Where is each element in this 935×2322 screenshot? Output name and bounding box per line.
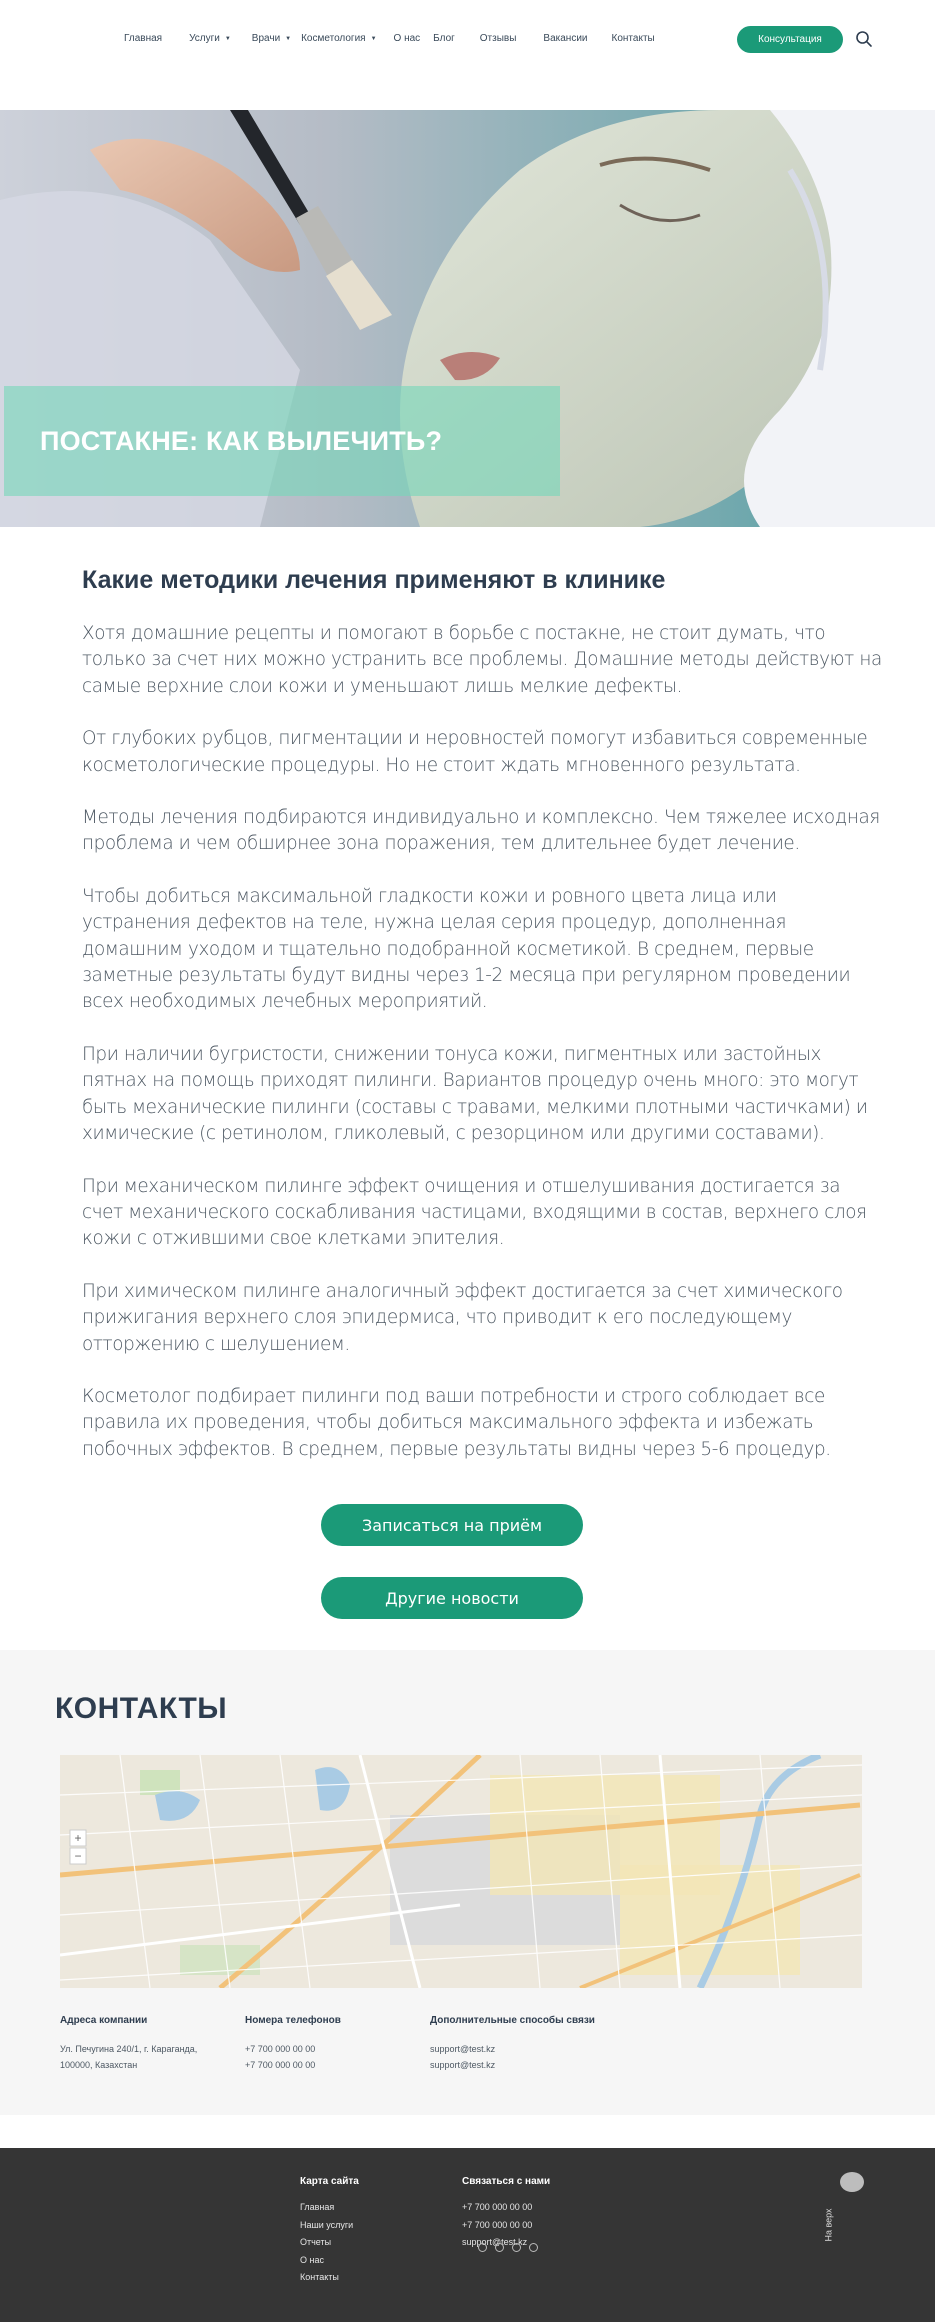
scroll-to-top-label[interactable]: На верх	[823, 2208, 834, 2242]
article-paragraph: Косметолог подбирает пилинги под ваши потребности и строго соблюдает все правила их проведения, чтобы добиться максимального эффекта и избежать побочных эффектов. В среднем, первые результаты видны через 5-6 процедур.	[82, 1385, 831, 1460]
hero-title-band	[4, 386, 560, 496]
search-icon[interactable]	[855, 30, 873, 48]
map-view	[60, 1755, 862, 1988]
nav-item-vacancies[interactable]: Вакансии	[543, 33, 588, 44]
book-appointment-button[interactable]: Записаться на приём	[321, 1504, 583, 1546]
caret-down-icon: ▼	[224, 35, 231, 42]
other-contacts-heading: Дополнительные способы связи	[430, 2015, 595, 2026]
contacts-title: КОНТАКТЫ	[55, 1692, 228, 1725]
phone-link[interactable]: +7 700 000 00 00	[245, 2060, 316, 2070]
article	[82, 566, 882, 1489]
article-paragraph: При химическом пилинге аналогичный эффект достигается за счет химического прижигания верхнего слоя эпидермиса, что приводит к его последующему отторжению с шелушением.	[82, 1280, 843, 1355]
address-column	[60, 2015, 197, 2073]
consultation-button[interactable]: Консультация	[737, 26, 843, 53]
footer-phone-link[interactable]: +7 700 000 00 00	[462, 2202, 533, 2212]
article-paragraph: Хотя домашние рецепты и помогают в борьбе с постакне, не стоит думать, что только за счет них можно устранить все проблемы. Домашние методы действуют на самые верхние слои кожи и уменьшают лишь мелкие дефекты.	[82, 623, 882, 697]
email-link[interactable]: support@test.kz	[430, 2060, 496, 2070]
article-paragraph: От глубоких рубцов, пигментации и неровностей помогут избавиться современные косметологические процедуры. Но не стоит ждать мгновенного результата.	[82, 728, 868, 776]
hero-banner	[0, 110, 935, 527]
address-line: Ул. Печугина 240/1, г. Караганда,	[60, 2044, 198, 2054]
whatsapp-icon[interactable]	[529, 2243, 538, 2252]
hero-title: ПОСТАКНЕ: КАК ВЫЛЕЧИТЬ?	[40, 425, 443, 456]
nav-item-contacts[interactable]: Контакты	[611, 33, 655, 44]
social-links	[478, 2243, 538, 2252]
footer-contact-heading: Связаться с нами	[462, 2176, 551, 2187]
article-paragraph: Чтобы добиться максимальной гладкости кожи и ровного цвета лица или устранения дефектов на теле, нужна целая серия процедур, дополненная домашним уходом и тщательно подобранной косметикой. В среднем, первые заметные результаты будут видны через 1-2 месяца при регулярном проведении всех необходимых лечебных мероприятий.	[82, 885, 851, 1013]
article-paragraph: Методы лечения подбираются индивидуально и комплексно. Чем тяжелее исходная проблема и чем обширнее зона поражения, тем длительнее будет лечение.	[82, 807, 880, 855]
address-line: 100000, Казахстан	[60, 2060, 138, 2070]
article-heading: Какие методики лечения применяют в клинике	[82, 566, 666, 594]
nav-item-home[interactable]: Главная	[124, 33, 163, 44]
svg-text:−: −	[74, 1849, 82, 1863]
footer-link-about[interactable]: О нас	[300, 2254, 324, 2265]
footer-contact-column	[462, 2176, 550, 2252]
phone-link[interactable]: +7 700 000 00 00	[245, 2044, 316, 2054]
footer-link-services[interactable]: Наши услуги	[300, 2219, 354, 2230]
nav-item-blog[interactable]: Блог	[433, 33, 455, 44]
footer-link-home[interactable]: Главная	[300, 2202, 335, 2212]
phones-column	[245, 2015, 341, 2073]
footer-phone-link[interactable]: +7 700 000 00 00	[462, 2219, 533, 2230]
caret-down-icon: ▼	[285, 35, 292, 42]
email-link[interactable]: support@test.kz	[430, 2044, 496, 2054]
map[interactable]	[60, 1755, 862, 1988]
footer-email-link[interactable]: support@test.kz	[462, 2237, 528, 2247]
nav-item-services[interactable]: Услуги ▼	[189, 33, 231, 44]
instagram-icon[interactable]	[495, 2243, 504, 2252]
footer-link-reports[interactable]: Отчеты	[300, 2237, 332, 2247]
nav-item-cosmetology[interactable]: Косметология ▼	[301, 33, 377, 44]
scroll-to-top-button[interactable]	[840, 2172, 864, 2192]
vk-icon[interactable]	[512, 2243, 521, 2252]
footer-link-contacts[interactable]: Контакты	[300, 2272, 339, 2282]
nav-item-reviews[interactable]: Отзывы	[479, 33, 517, 44]
address-heading: Адреса компании	[60, 2015, 148, 2026]
article-paragraph: При механическом пилинге эффект очищения и отшелушивания достигается за счет механического соскабливания частицами, входящими в состав, верхнего слоя кожи с отжившими свое клетками эпителия.	[82, 1175, 867, 1250]
other-news-button[interactable]: Другие новости	[321, 1577, 583, 1619]
sitemap-column	[300, 2176, 359, 2287]
sitemap-heading: Карта сайта	[300, 2176, 359, 2187]
main-nav	[124, 33, 655, 44]
site-header	[0, 0, 935, 110]
contacts-section	[0, 1650, 935, 2115]
phones-heading: Номера телефонов	[245, 2015, 341, 2026]
svg-text:+: +	[74, 1831, 82, 1845]
site-footer	[0, 2148, 935, 2322]
article-paragraph: При наличии бугристости, снижении тонуса кожи, пигментных или застойных пятнах на помощь приходят пилинги. Вариантов процедур очень много: это могут быть механические пилинги (составы с травами, мелкими плотными частичками) и химические (с ретинолом, гликолевый, с резорцином или другими составами).	[82, 1043, 868, 1145]
other-contacts-column	[430, 2015, 595, 2073]
caret-down-icon: ▼	[370, 35, 377, 42]
nav-item-about[interactable]: О нас	[393, 33, 421, 44]
nav-item-doctors[interactable]: Врачи ▼	[251, 33, 292, 44]
facebook-icon[interactable]	[478, 2243, 487, 2252]
